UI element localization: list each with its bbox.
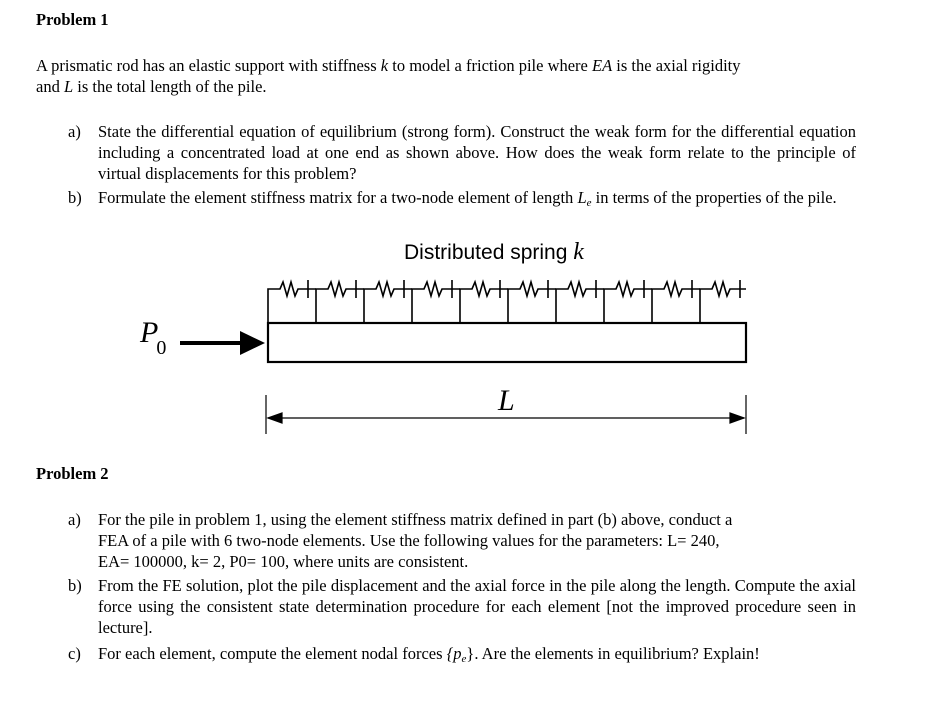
spring-label: Distributed spring k	[404, 239, 584, 265]
spring-5	[460, 280, 508, 322]
problem1-intro: A prismatic rod has an elastic support with stiffness k to model a friction pile where EA is the axial rigidity and L is the total length of the pile.	[36, 56, 741, 96]
load-arrow	[180, 331, 265, 355]
length-label: L	[498, 384, 515, 417]
load-label: $P_0$	[140, 316, 167, 359]
part-text: For the pile in problem 1, using the element stiffness matrix defined in part (b) above, conduct a FEA of a pile with 6 two-node elements. Use the following values for the parameters: L= 240, EA= 100000, k= 2, P0= 100, where units are consistent.	[98, 510, 733, 571]
spring-4	[412, 280, 460, 322]
part-label: a)	[68, 122, 81, 141]
part-label: b)	[68, 576, 82, 595]
problem2-part-c	[68, 643, 858, 687]
spring-8	[604, 280, 652, 322]
spring-2	[316, 280, 364, 322]
spring-9	[652, 280, 700, 322]
problem2-part-b	[68, 575, 858, 639]
spring-3	[364, 280, 412, 322]
part-text: From the FE solution, plot the pile displacement and the axial force in the pile along the length. Compute the axial force using the consistent state determination procedure for each element [not the improved procedure seen in lecture].	[98, 576, 856, 637]
problem2-title: Problem 2	[36, 464, 109, 483]
spring-row	[268, 280, 746, 322]
spring-1	[268, 280, 316, 322]
part-label: b)	[68, 188, 82, 207]
spring-10	[700, 280, 746, 322]
part-label: a)	[68, 510, 81, 529]
spring-7	[556, 280, 604, 322]
part-label: c)	[68, 644, 81, 663]
pile-rod	[268, 323, 746, 362]
part-text: Formulate the element stiffness matrix for a two-node element of length Le in terms of the properties of the pile.	[98, 188, 837, 209]
part-text: State the differential equation of equilibrium (strong form). Construct the weak form for the differential equation including a concentrated load at one end as shown above. How does the weak form relate to the principle of virtual displacements for this problem?	[98, 122, 856, 183]
problem1-title: Problem 1	[36, 10, 109, 29]
spring-6	[508, 280, 556, 322]
problem2-part-a	[68, 509, 858, 573]
part-text: For each element, compute the element nodal forces {pe}. Are the elements in equilibrium? Explain!	[98, 644, 760, 665]
